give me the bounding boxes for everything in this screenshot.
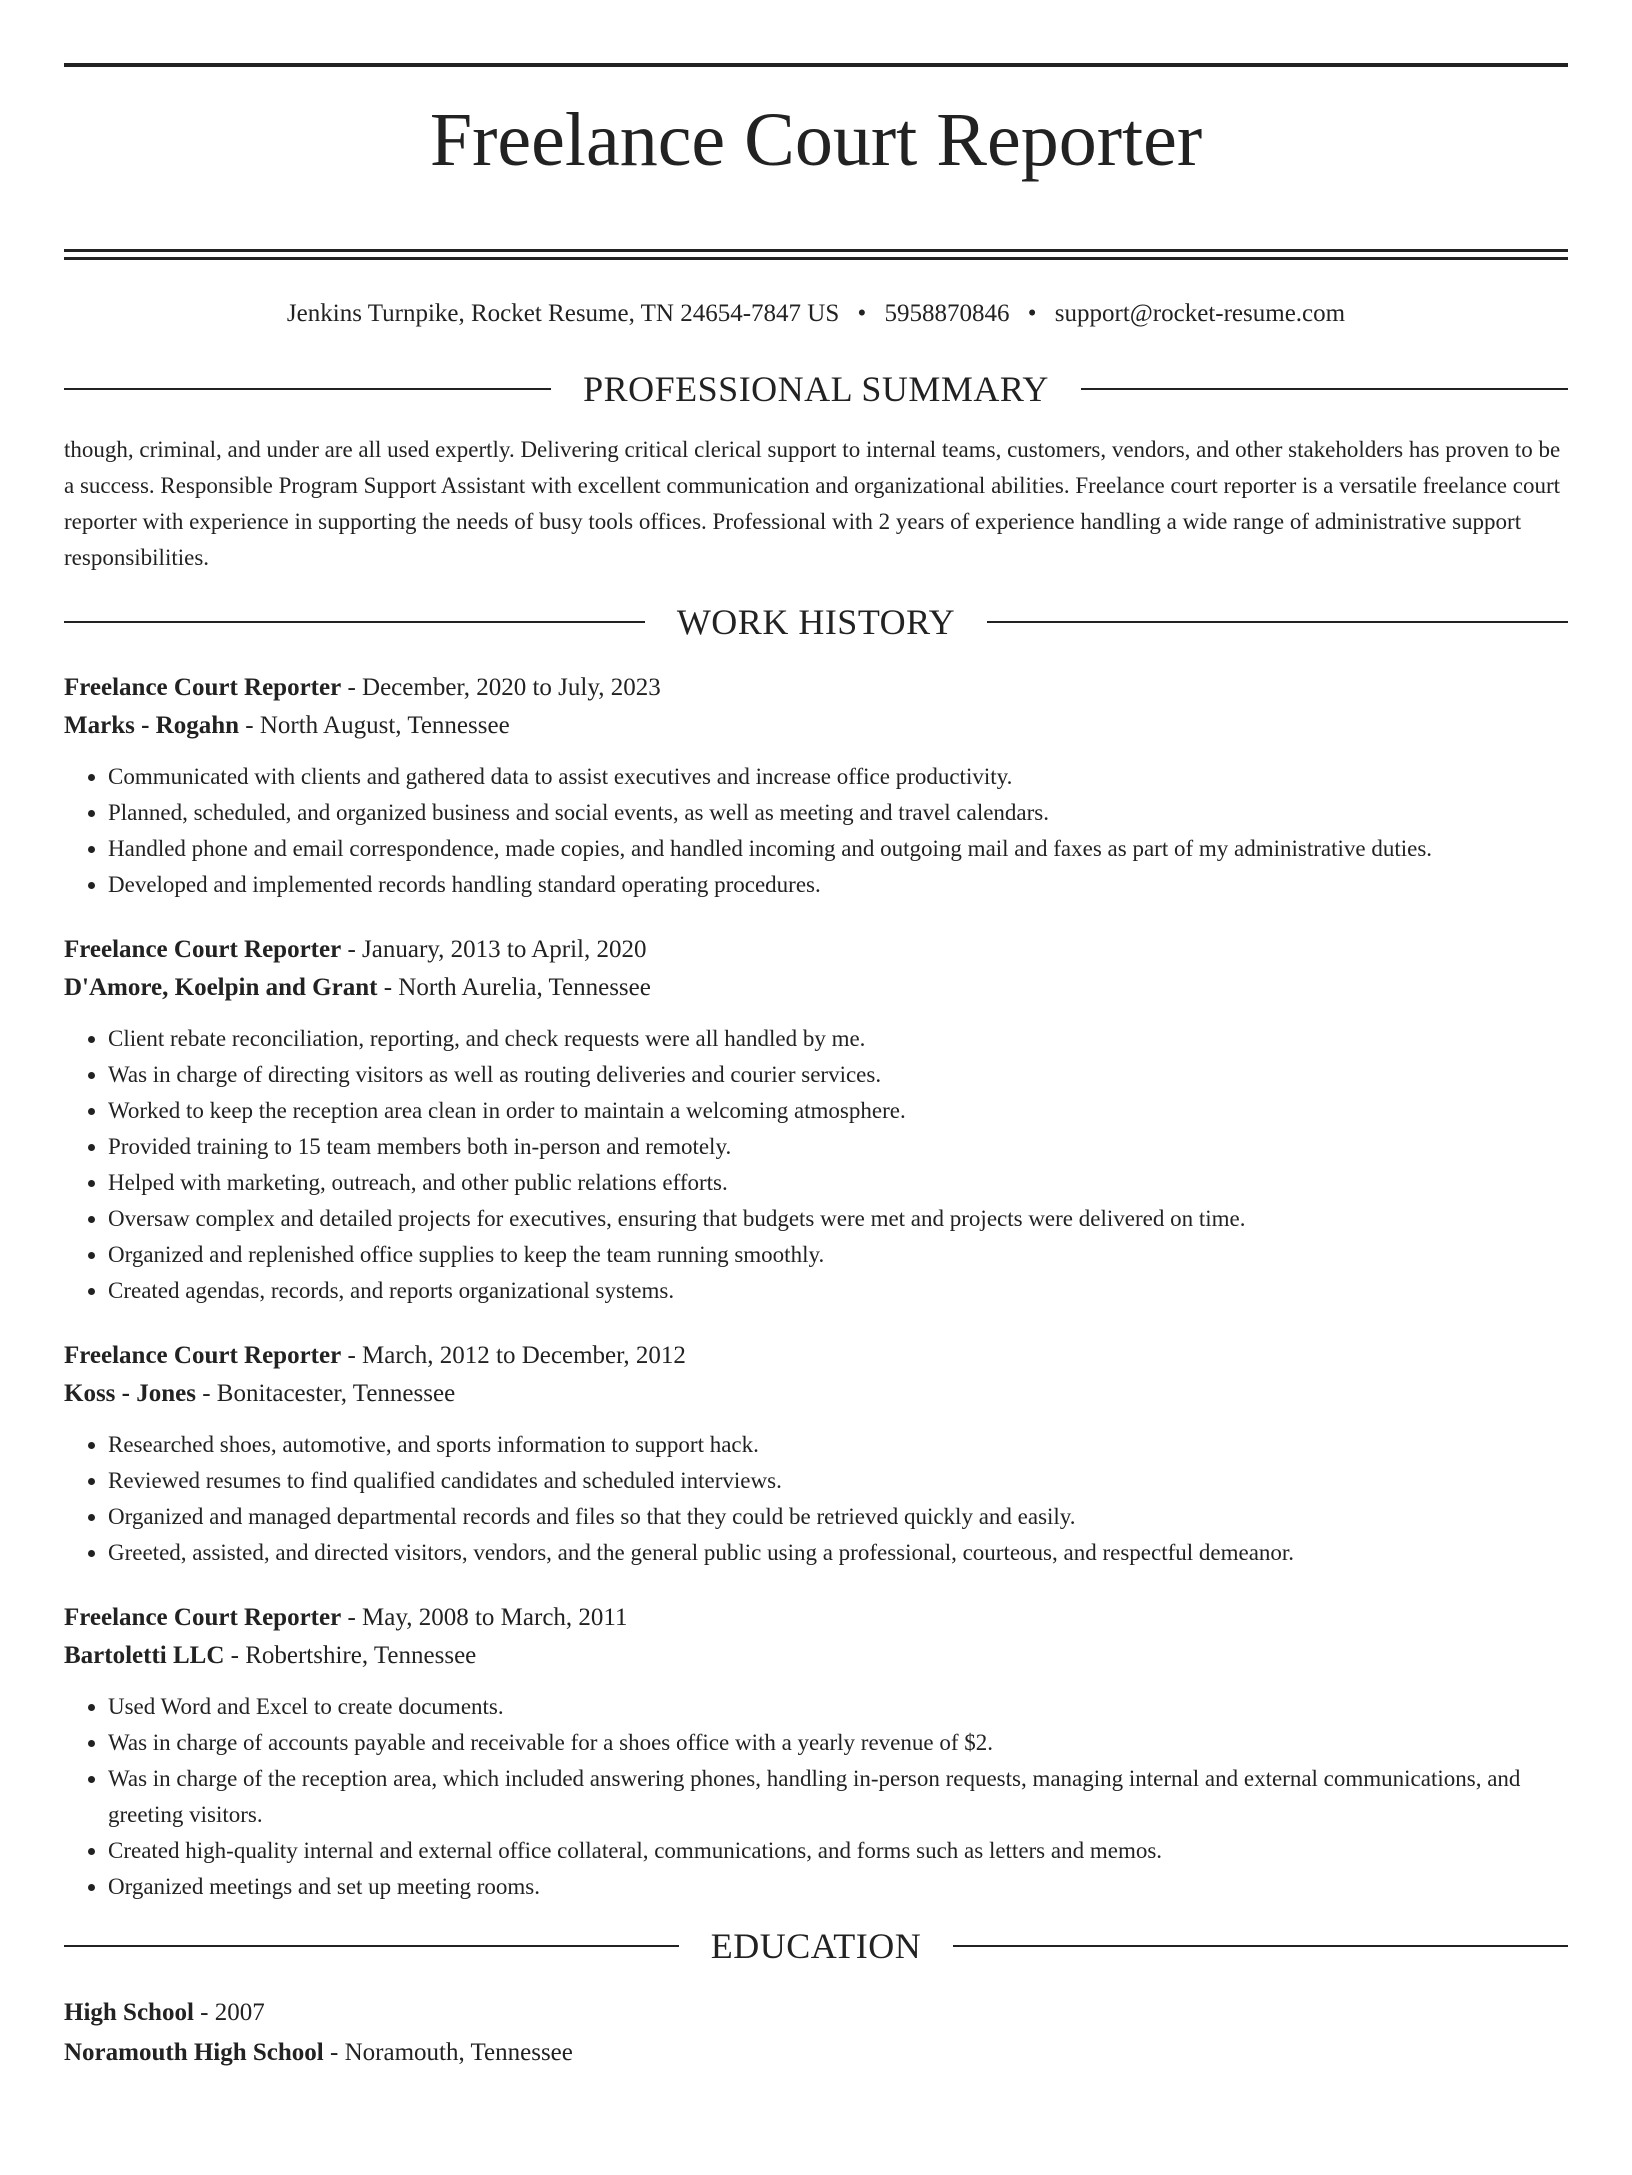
education-entry bbox=[64, 1993, 1568, 2073]
job-location: - North Aurelia, Tennessee bbox=[377, 973, 651, 1001]
education-school-line bbox=[64, 2033, 1568, 2073]
job-location: - Bonitacester, Tennessee bbox=[195, 1379, 456, 1407]
job-bullets bbox=[64, 1021, 1568, 1309]
list-item: • Provided training to 15 team members both in-person and remotely. bbox=[108, 1129, 1568, 1165]
list-item: • Reviewed resumes to find qualified candidates and scheduled interviews. bbox=[108, 1463, 1568, 1499]
contact-email: support@rocket-resume.com bbox=[1054, 299, 1346, 327]
job-bullets bbox=[64, 1427, 1568, 1571]
list-item: • Communicated with clients and gathered data to assist executives and increase office productivity. bbox=[108, 759, 1568, 795]
list-item: • Handled phone and email correspondence, made copies, and handled incoming and outgoing mail and faxes as part of my administrative duties. bbox=[108, 831, 1568, 867]
divider-line bbox=[987, 621, 1568, 623]
education-heading: EDUCATION bbox=[710, 1925, 922, 1966]
job-company: D'Amore, Koelpin and Grant bbox=[64, 973, 378, 1001]
list-item: • Used Word and Excel to create documents. bbox=[108, 1689, 1568, 1725]
job-company: Marks - Rogahn bbox=[64, 711, 240, 739]
job-bullets bbox=[64, 1689, 1568, 1905]
divider-line bbox=[64, 621, 645, 623]
job-entry bbox=[64, 931, 1568, 1309]
job-bullets bbox=[64, 759, 1568, 903]
page-title: Freelance Court Reporter bbox=[429, 98, 1203, 182]
list-item: • Planned, scheduled, and organized business and social events, as well as meeting and travel calendars. bbox=[108, 795, 1568, 831]
job-company-line bbox=[64, 969, 1568, 1007]
contact-separator: • bbox=[1027, 299, 1037, 327]
job-title: Freelance Court Reporter bbox=[64, 1603, 342, 1631]
job-company-line bbox=[64, 707, 1568, 745]
education-section-header bbox=[64, 1923, 1568, 1969]
contact-address: Jenkins Turnpike, Rocket Resume, TN 24654-7847 US bbox=[286, 299, 840, 327]
contact-info bbox=[64, 296, 1568, 332]
list-item: • Researched shoes, automotive, and sports information to support hack. bbox=[108, 1427, 1568, 1463]
job-entry bbox=[64, 1337, 1568, 1571]
job-entry bbox=[64, 669, 1568, 903]
list-item: • Was in charge of directing visitors as well as routing deliveries and courier services. bbox=[108, 1057, 1568, 1093]
job-company-line bbox=[64, 1375, 1568, 1413]
list-item: • Developed and implemented records handling standard operating procedures. bbox=[108, 867, 1568, 903]
job-company: Bartoletti LLC bbox=[64, 1641, 225, 1669]
work-heading: WORK HISTORY bbox=[676, 601, 956, 642]
contact-phone: 5958870846 bbox=[884, 299, 1010, 327]
job-entry bbox=[64, 1599, 1568, 1905]
job-dates: - March, 2012 to December, 2012 bbox=[341, 1341, 686, 1369]
job-location: - Robertshire, Tennessee bbox=[224, 1641, 477, 1669]
education-year: - 2007 bbox=[193, 1998, 265, 2026]
job-title-line bbox=[64, 669, 1568, 707]
education-degree-line bbox=[64, 1993, 1568, 2033]
job-title-line bbox=[64, 1337, 1568, 1375]
education-degree: High School bbox=[64, 1998, 194, 2026]
divider-line bbox=[64, 388, 551, 390]
list-item: • Client rebate reconciliation, reporting, and check requests were all handled by me. bbox=[108, 1021, 1568, 1057]
divider-line bbox=[64, 1945, 679, 1947]
contact-separator: • bbox=[857, 299, 867, 327]
list-item: • Created high-quality internal and external office collateral, communications, and forms such as letters and memos. bbox=[108, 1833, 1568, 1869]
list-item: • Was in charge of accounts payable and receivable for a shoes office with a yearly revenue of $2. bbox=[108, 1725, 1568, 1761]
list-item: • Organized meetings and set up meeting rooms. bbox=[108, 1869, 1568, 1905]
resume-page bbox=[0, 63, 1632, 2175]
education-school: Noramouth High School bbox=[64, 2038, 324, 2066]
list-item: • Oversaw complex and detailed projects for executives, ensuring that budgets were met and projects were delivered on time. bbox=[108, 1201, 1568, 1237]
job-company: Koss - Jones bbox=[64, 1379, 196, 1407]
job-dates: - December, 2020 to July, 2023 bbox=[341, 673, 661, 701]
divider-line bbox=[1081, 388, 1568, 390]
divider-line bbox=[953, 1945, 1568, 1947]
list-item: • Greeted, assisted, and directed visitors, vendors, and the general public using a professional, courteous, and respectful demeanor. bbox=[108, 1535, 1568, 1571]
job-title-line bbox=[64, 1599, 1568, 1637]
list-item: • Created agendas, records, and reports organizational systems. bbox=[108, 1273, 1568, 1309]
top-rule bbox=[64, 63, 1568, 67]
job-location: - North August, Tennessee bbox=[239, 711, 510, 739]
job-title: Freelance Court Reporter bbox=[64, 673, 342, 701]
list-item: • Helped with marketing, outreach, and other public relations efforts. bbox=[108, 1165, 1568, 1201]
summary-section-header bbox=[64, 366, 1568, 412]
job-title: Freelance Court Reporter bbox=[64, 935, 342, 963]
work-history-list bbox=[64, 669, 1568, 1905]
summary-heading: PROFESSIONAL SUMMARY bbox=[583, 368, 1049, 409]
summary-text: though, criminal, and under are all used expertly. Delivering critical clerical support to internal teams, customers, vendors, and other stakeholders has proven to be a success. Responsible Program Support Assistant with excellent communication and organizational abilities. Freelance court reporter is a versatile freelance court reporter with experience in supporting the needs of busy tools offices. Professional with 2 years of experience handling a wide range of administrative support responsibilities. bbox=[64, 436, 1561, 570]
list-item: • Worked to keep the reception area clean in order to maintain a welcoming atmosphere. bbox=[108, 1093, 1568, 1129]
work-section-header bbox=[64, 599, 1568, 645]
job-dates: - January, 2013 to April, 2020 bbox=[341, 935, 647, 963]
list-item: • Organized and managed departmental records and files so that they could be retrieved quickly and easily. bbox=[108, 1499, 1568, 1535]
job-title-line bbox=[64, 931, 1568, 969]
job-company-line bbox=[64, 1637, 1568, 1675]
education-location: - Noramouth, Tennessee bbox=[323, 2038, 573, 2066]
title-double-rule bbox=[64, 249, 1568, 260]
job-dates: - May, 2008 to March, 2011 bbox=[341, 1603, 628, 1631]
list-item: • Was in charge of the reception area, which included answering phones, handling in-person requests, managing internal and external communications, and greeting visitors. bbox=[108, 1761, 1568, 1833]
job-title: Freelance Court Reporter bbox=[64, 1341, 342, 1369]
list-item: • Organized and replenished office supplies to keep the team running smoothly. bbox=[108, 1237, 1568, 1273]
